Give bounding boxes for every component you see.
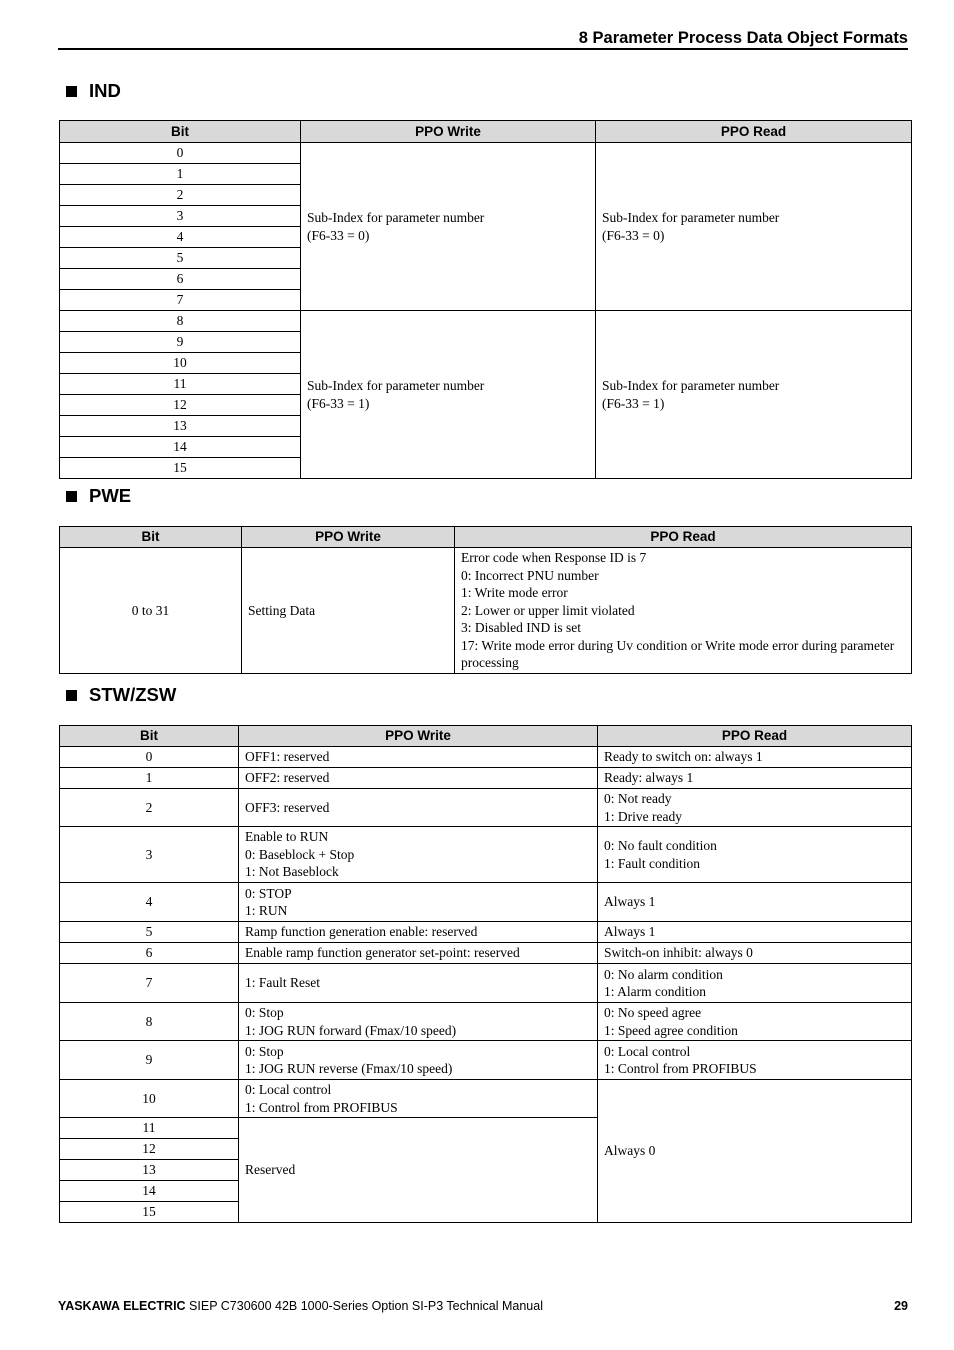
bit-cell: 0	[60, 747, 239, 768]
column-header-bit: Bit	[60, 121, 301, 143]
bit-cell: 8	[60, 1003, 239, 1041]
page-header-title: 8 Parameter Process Data Object Formats	[578, 29, 908, 47]
ppo-write-cell: 0: STOP 1: RUN	[239, 883, 598, 922]
table-row	[60, 1041, 912, 1080]
bit-cell: 13	[60, 1160, 239, 1181]
ppo-read-cell: Sub-Index for parameter number (F6-33 = 0)	[596, 143, 912, 311]
section-heading-pwe	[66, 485, 131, 507]
column-header-ppo-read: PPO Read	[596, 121, 912, 143]
table-row	[60, 827, 912, 883]
bit-cell: 0 to 31	[60, 548, 242, 674]
table-row	[60, 311, 912, 332]
ppo-write-cell: Enable to RUN 0: Baseblock + Stop 1: Not Baseblock	[239, 827, 598, 883]
table-row	[60, 922, 912, 943]
ppo-read-cell: Always 1	[598, 922, 912, 943]
ppo-read-cell: Error code when Response ID is 7 0: Incorrect PNU number 1: Write mode error 2: Lower or upper limit violated 3: Disabled IND is set 17: Write mode error during Uv condition or Write mode error during parameter processing	[455, 548, 912, 674]
bit-cell: 15	[60, 458, 301, 479]
ind-table	[59, 120, 912, 479]
section-title: PWE	[89, 485, 132, 506]
ppo-write-cell: Ramp function generation enable: reserved	[239, 922, 598, 943]
ppo-write-cell: Setting Data	[242, 548, 455, 674]
bit-cell: 1	[60, 164, 301, 185]
bit-cell: 3	[60, 206, 301, 227]
bit-cell: 15	[60, 1202, 239, 1223]
ppo-write-cell: OFF3: reserved	[239, 789, 598, 827]
bit-cell: 10	[60, 1080, 239, 1118]
ppo-write-cell: 0: Local control 1: Control from PROFIBUS	[239, 1080, 598, 1118]
ppo-write-cell: 0: Stop 1: JOG RUN forward (Fmax/10 speed)	[239, 1003, 598, 1041]
column-header-bit: Bit	[60, 527, 242, 548]
pwe-table	[59, 526, 912, 674]
footer-doc-title: SIEP C730600 42B 1000-Series Option SI-P3 Technical Manual	[185, 1299, 543, 1313]
ppo-read-cell: Ready: always 1	[598, 768, 912, 789]
ppo-read-cell: Always 0	[598, 1080, 912, 1223]
ppo-read-cell: 0: No fault condition 1: Fault condition	[598, 827, 912, 883]
bit-cell: 4	[60, 883, 239, 922]
section-heading-ind	[66, 80, 121, 102]
bit-cell: 14	[60, 1181, 239, 1202]
bit-cell: 11	[60, 1118, 239, 1139]
table-row	[60, 943, 912, 964]
column-header-ppo-write: PPO Write	[239, 726, 598, 747]
ppo-read-cell: 0: Local control 1: Control from PROFIBUS	[598, 1041, 912, 1080]
bit-cell: 5	[60, 922, 239, 943]
ppo-write-cell: 1: Fault Reset	[239, 964, 598, 1003]
ppo-read-cell: Always 1	[598, 883, 912, 922]
bit-cell: 6	[60, 943, 239, 964]
ppo-read-cell: Sub-Index for parameter number (F6-33 = 1)	[596, 311, 912, 479]
bit-cell: 4	[60, 227, 301, 248]
column-header-ppo-write: PPO Write	[242, 527, 455, 548]
ppo-write-cell: Sub-Index for parameter number (F6-33 = 0)	[301, 143, 596, 311]
ppo-write-cell: OFF1: reserved	[239, 747, 598, 768]
header-rule	[58, 48, 908, 50]
table-row	[60, 883, 912, 922]
square-bullet-icon	[66, 690, 77, 701]
bit-cell: 14	[60, 437, 301, 458]
ppo-write-cell: 0: Stop 1: JOG RUN reverse (Fmax/10 speed)	[239, 1041, 598, 1080]
bit-cell: 8	[60, 311, 301, 332]
page-number: 29	[894, 1299, 908, 1313]
bit-cell: 9	[60, 1041, 239, 1080]
ppo-write-cell: Enable ramp function generator set-point: reserved	[239, 943, 598, 964]
ppo-read-cell: Ready to switch on: always 1	[598, 747, 912, 768]
ppo-read-cell: 0: Not ready 1: Drive ready	[598, 789, 912, 827]
bit-cell: 1	[60, 768, 239, 789]
bit-cell: 9	[60, 332, 301, 353]
section-title: STW/ZSW	[89, 684, 177, 705]
stw-zsw-table	[59, 725, 912, 1223]
ppo-write-cell: Reserved	[239, 1118, 598, 1223]
ppo-read-cell: 0: No speed agree 1: Speed agree condition	[598, 1003, 912, 1041]
bit-cell: 12	[60, 395, 301, 416]
table-row	[60, 1003, 912, 1041]
ppo-write-cell: Sub-Index for parameter number (F6-33 = 1)	[301, 311, 596, 479]
square-bullet-icon	[66, 491, 77, 502]
table-row	[60, 789, 912, 827]
section-heading-stw-zsw	[66, 684, 176, 706]
column-header-ppo-read: PPO Read	[598, 726, 912, 747]
column-header-ppo-read: PPO Read	[455, 527, 912, 548]
footer-brand: YASKAWA ELECTRIC	[58, 1299, 186, 1313]
bit-cell: 13	[60, 416, 301, 437]
bit-cell: 2	[60, 789, 239, 827]
bit-cell: 6	[60, 269, 301, 290]
column-header-bit: Bit	[60, 726, 239, 747]
bit-cell: 0	[60, 143, 301, 164]
table-row	[60, 1080, 912, 1118]
ppo-write-cell: OFF2: reserved	[239, 768, 598, 789]
bit-cell: 10	[60, 353, 301, 374]
section-title: IND	[89, 80, 121, 101]
bit-cell: 3	[60, 827, 239, 883]
bit-cell: 7	[60, 964, 239, 1003]
table-row	[60, 143, 912, 164]
table-row	[60, 768, 912, 789]
bit-cell: 2	[60, 185, 301, 206]
ppo-read-cell: 0: No alarm condition 1: Alarm condition	[598, 964, 912, 1003]
table-row	[60, 747, 912, 768]
square-bullet-icon	[66, 86, 77, 97]
bit-cell: 12	[60, 1139, 239, 1160]
ppo-read-cell: Switch-on inhibit: always 0	[598, 943, 912, 964]
bit-cell: 7	[60, 290, 301, 311]
table-row	[60, 964, 912, 1003]
bit-cell: 5	[60, 248, 301, 269]
bit-cell: 11	[60, 374, 301, 395]
column-header-ppo-write: PPO Write	[301, 121, 596, 143]
footer-document-info	[58, 1299, 543, 1313]
table-row	[60, 548, 912, 674]
